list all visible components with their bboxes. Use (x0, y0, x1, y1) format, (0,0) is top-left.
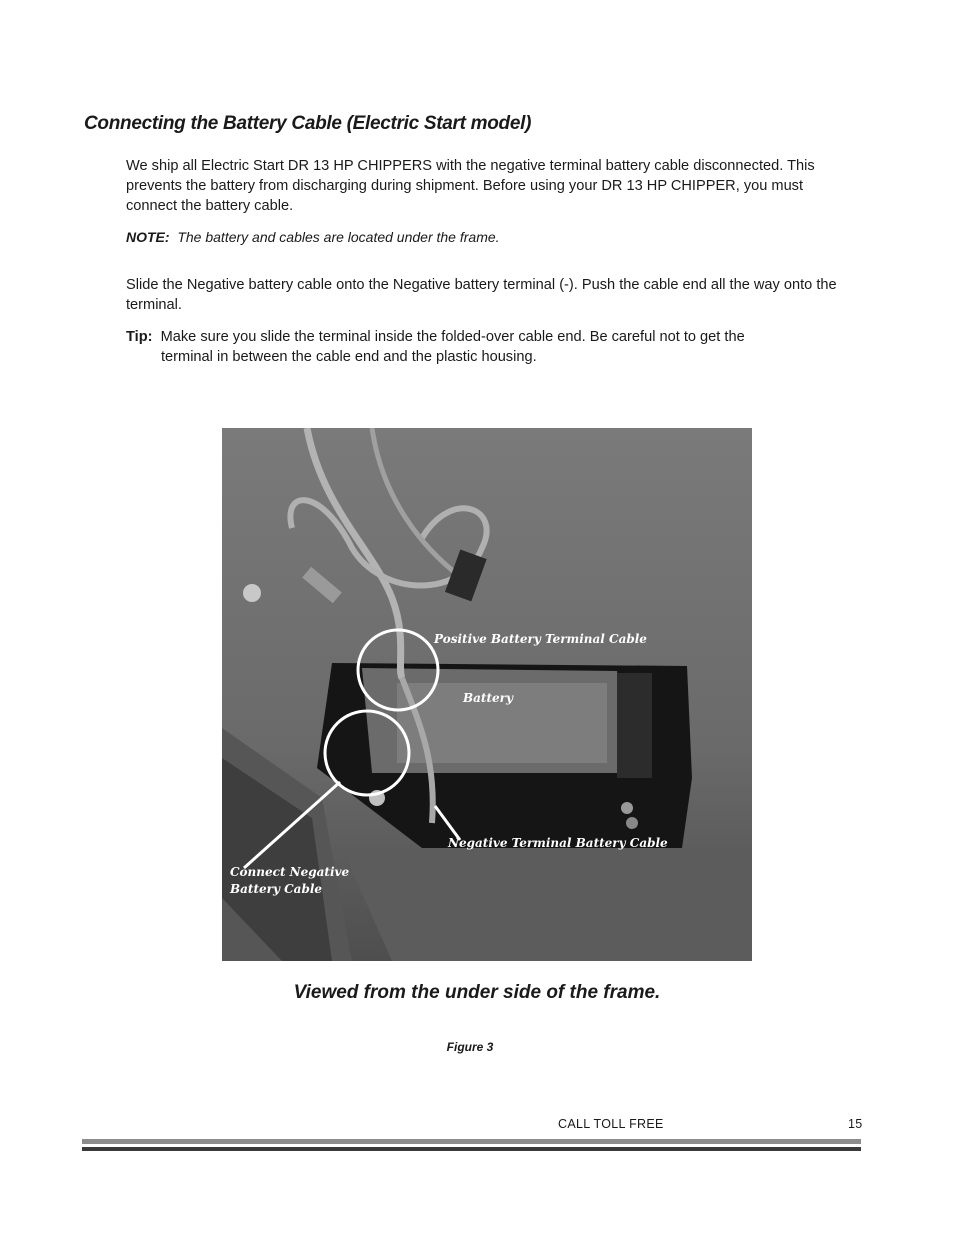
footer-rule-light (82, 1139, 861, 1144)
figure-label: Figure 3 (446, 1040, 494, 1054)
page-number: 15 (848, 1117, 863, 1131)
tip-line-2: terminal in between the cable end and the plastic housing. (161, 349, 537, 365)
label-negative-cable: Negative Terminal Battery Cable (448, 836, 668, 850)
tip-line-1: Make sure you slide the terminal inside the folded-over cable end. Be careful not to get the (160, 329, 745, 345)
note-label: NOTE: (126, 229, 170, 245)
note-text: The battery and cables are located under the frame. (177, 229, 500, 245)
note-paragraph (126, 227, 856, 247)
label-connect-line-1: Connect Negative (230, 865, 350, 879)
label-positive-cable: Positive Battery Terminal Cable (434, 632, 647, 646)
tip-label: Tip: (126, 329, 153, 345)
section-heading: Connecting the Battery Cable (Electric Start model) (84, 113, 532, 134)
footer-call-toll-free: CALL TOLL FREE (558, 1117, 664, 1131)
battery-photo (222, 428, 752, 961)
tip-paragraph (126, 327, 856, 367)
label-connect-line-2: Battery Cable (230, 882, 323, 896)
footer-rule-dark (82, 1147, 861, 1151)
label-battery: Battery (463, 691, 513, 705)
instruction-paragraph: Slide the Negative battery cable onto the Negative battery terminal (-). Push the cable end all the way onto the terminal. (126, 277, 837, 313)
photo-caption: Viewed from the under side of the frame. (293, 982, 661, 1003)
intro-paragraph: We ship all Electric Start DR 13 HP CHIPPERS with the negative terminal battery cable disconnected. This prevents the battery from discharging during shipment. Before using your DR 13 HP CHIPPER, you must connect the battery cable. (126, 158, 815, 214)
